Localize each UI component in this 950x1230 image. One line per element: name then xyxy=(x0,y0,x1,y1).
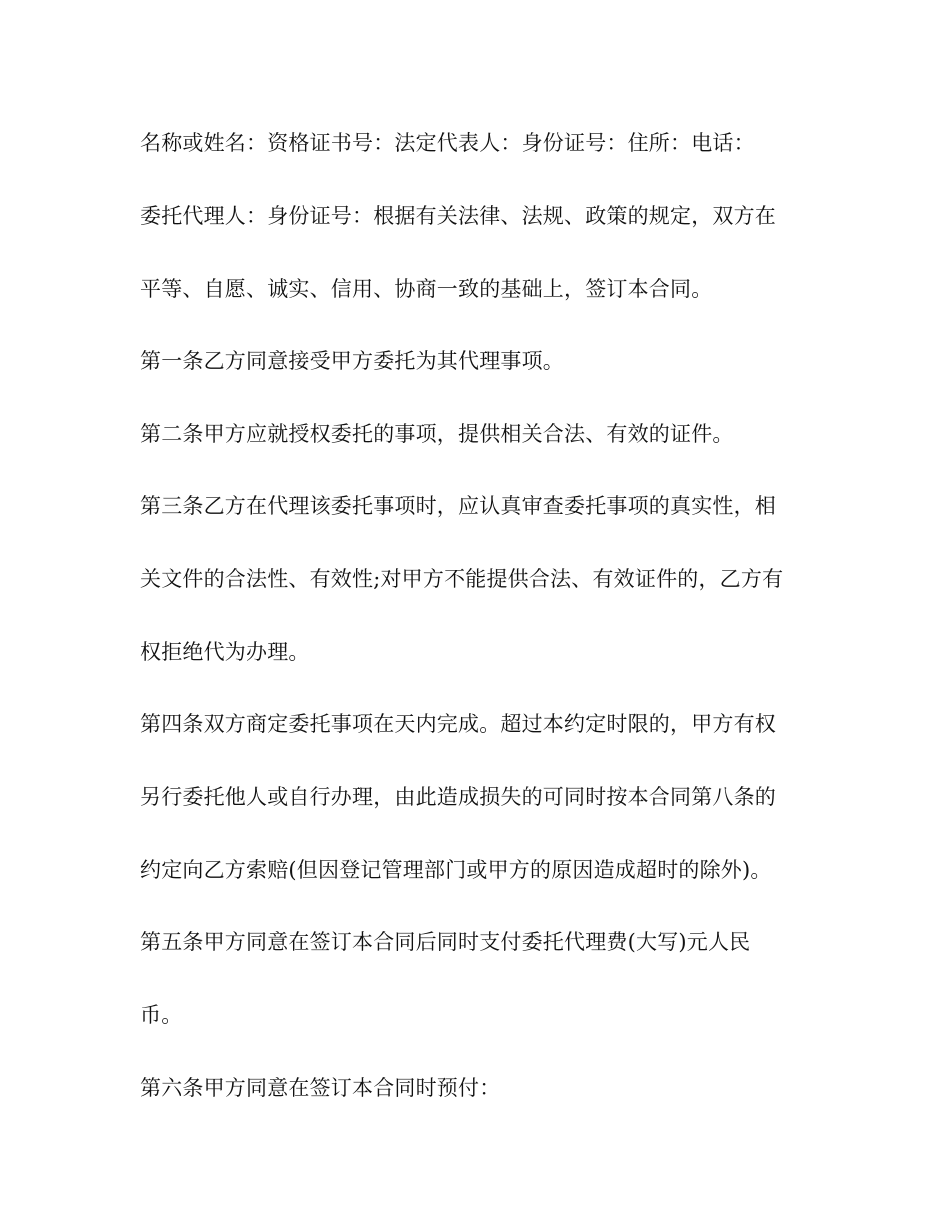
text-line: 另行委托他人或自行办理，由此造成损失的可同时按本合同第八条的 xyxy=(140,785,776,809)
text-line: 委托代理人：身份证号：根据有关法律、法规、政策的规定，双方在 xyxy=(140,204,776,228)
text-line: 第一条乙方同意接受甲方委托为其代理事项。 xyxy=(140,349,564,373)
text-line: 币。 xyxy=(140,1003,183,1027)
text-line: 第五条甲方同意在签订本合同后同时支付委托代理费(大写)元人民 xyxy=(140,930,751,954)
text-line: 平等、自愿、诚实、信用、协商一致的基础上，签订本合同。 xyxy=(140,277,713,301)
text-line: 第六条甲方同意在签订本合同时预付： xyxy=(140,1076,501,1100)
text-line: 第二条甲方应就授权委托的事项，提供相关合法、有效的证件。 xyxy=(140,422,734,446)
text-line: 第四条双方商定委托事项在天内完成。超过本约定时限的，甲方有权 xyxy=(140,712,776,736)
text-line: 第三条乙方在代理该委托事项时，应认真审查委托事项的真实性，相 xyxy=(140,494,776,518)
text-line: 名称或姓名：资格证书号：法定代表人：身份证号：住所：电话： xyxy=(140,131,755,155)
text-line: 约定向乙方索赔(但因登记管理部门或甲方的原因造成超时的除外)。 xyxy=(140,858,772,882)
text-line: 关文件的合法性、有效性;对甲方不能提供合法、有效证件的，乙方有 xyxy=(140,567,784,591)
text-line: 权拒绝代为办理。 xyxy=(140,640,310,664)
